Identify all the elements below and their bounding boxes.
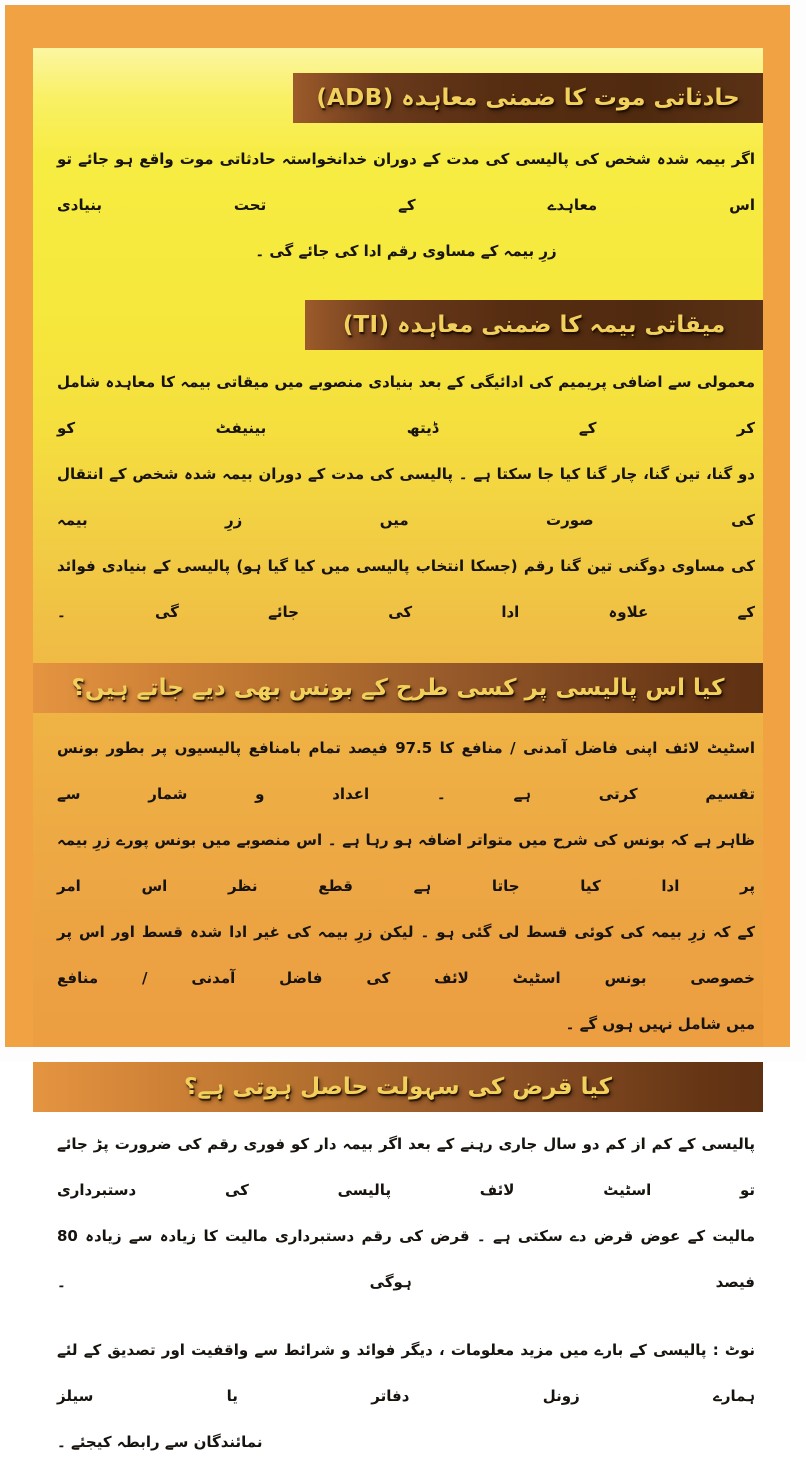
- bonus-question-title: کیا اس پالیسی پر کسی طرح کے بونس بھی دیے جاتے ہیں؟: [71, 675, 725, 701]
- note-text-line: نوٹ : پالیسی کے بارے میں مزید معلومات ، دیگر فوائد و شرائط سے واقفیت اور تصدیق کے لئے ہمارے زونل دفاتر یا سیلز: [57, 1341, 755, 1405]
- note-text-line: نمائندگان سے رابطہ کیجئے ۔: [57, 1433, 263, 1451]
- text-line: اگر بیمہ شدہ شخص کی پالیسی کی مدت کے دوران خدانخواستہ حادثاتی موت واقع ہو جائے تو اس معاہدے کے تحت بنیادی: [57, 150, 755, 214]
- adb-paragraph: [33, 136, 763, 274]
- ti-section-header-bar: [305, 300, 763, 350]
- text-line: اسٹیٹ لائف اپنی فاضل آمدنی / منافع کا 97.5 فیصد تمام بامنافع پالیسیوں پر بطور بونس تقسیم کرتی ہے ۔ اعداد و شمار سے: [57, 739, 755, 803]
- text-line: کی مساوی دوگنی تین گنا رقم (جسکا انتخاب پالیسی میں کیا گیا ہو) پالیسی کے بنیادی فوائد کے علاوہ ادا کی جائے گی ۔: [57, 557, 755, 621]
- loan-question-title: کیا قرض کی سہولت حاصل ہوتی ہے؟: [184, 1074, 612, 1100]
- ti-section-title: میقاتی بیمہ کا ضمنی معاہدہ (TI): [342, 312, 726, 338]
- text-line: معمولی سے اضافی پریمیم کی ادائیگی کے بعد بنیادی منصوبے میں میقاتی بیمہ کا معاہدہ شامل کر کے ڈیتھ بینیفٹ کو: [57, 373, 755, 437]
- note-paragraph: [33, 1327, 763, 1465]
- text-line: زرِ بیمہ کے مساوی رقم ادا کی جائے گی ۔: [255, 242, 557, 260]
- loan-paragraph: [33, 1121, 763, 1305]
- ti-paragraph: [33, 359, 763, 635]
- text-line: مالیت کے عوض قرض دے سکتی ہے ۔ قرض کی رقم دستبرداری مالیت کا زیادہ سے زیادہ 80 فیصد ہوگی ۔: [57, 1227, 755, 1291]
- text-line: دو گنا، تین گنا، چار گنا کیا جا سکتا ہے ۔ پالیسی کی مدت کے دوران بیمہ شدہ شخص کے انتقال کی صورت میں زرِ بیمہ: [57, 465, 755, 529]
- page-content: [33, 48, 763, 1451]
- text-line: میں شامل نہیں ہوں گے ۔: [565, 1015, 755, 1033]
- adb-section-title: حادثاتی موت کا ضمنی معاہدہ (ADB): [316, 85, 740, 111]
- loan-question-header-bar: [33, 1062, 763, 1112]
- text-line: کے کہ زرِ بیمہ کی کوئی قسط لی گئی ہو ۔ لیکن زرِ بیمہ کی غیر ادا شدہ قسط اور اس پر خصوصی بونس اسٹیٹ لائف کی فاضل آمدنی / منافع: [57, 923, 755, 987]
- bonus-question-header-bar: [33, 663, 763, 713]
- bonus-paragraph: [33, 725, 763, 1047]
- text-line: ظاہر ہے کہ بونس کی شرح میں متواتر اضافہ ہو رہا ہے ۔ اس منصوبے میں بونس پورے زرِ بیمہ پر ادا کیا جاتا ہے قطع نظر اس امر: [57, 831, 755, 895]
- adb-section-header-bar: [293, 73, 763, 123]
- text-line: پالیسی کے کم از کم دو سال جاری رہنے کے بعد اگر بیمہ دار کو فوری رقم کی ضرورت پڑ جائے تو اسٹیٹ لائف پالیسی کی دستبرداری: [57, 1135, 755, 1199]
